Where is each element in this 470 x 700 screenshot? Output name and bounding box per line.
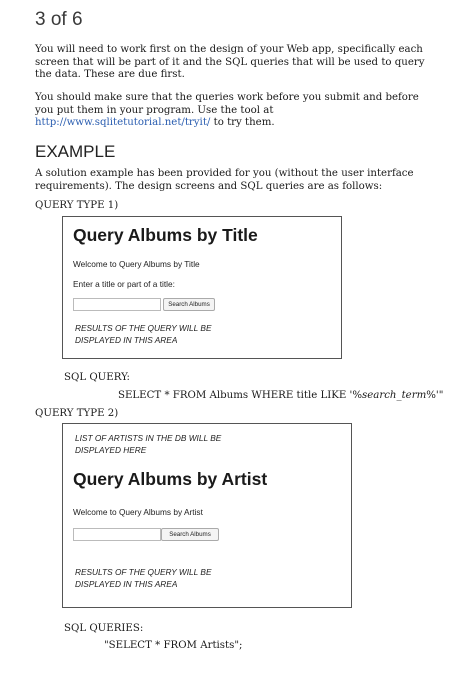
artist-search-input[interactable] [73,528,161,541]
artist-list-line-2: DISPLAYED HERE [75,444,147,455]
example-heading: EXAMPLE [35,142,116,161]
title-search-input[interactable] [73,298,161,311]
sqlite-tryit-link[interactable]: http://www.sqlitetutorial.net/tryit/ [35,117,211,128]
artist-list-area [75,433,221,456]
page-number: 3 of 6 [35,9,83,30]
sql-query-1 [118,390,443,401]
sql-query-2: "SELECT * FROM Artists"; [104,640,243,651]
results-line-1: RESULTS OF THE QUERY WILL BE [75,567,212,577]
example-description: A solution example has been provided for you (without the user interface requirements). The design screens and SQL queries are as follows: [35,168,414,192]
query-albums-by-artist-mockup [62,423,352,608]
results-area [75,567,211,590]
query-albums-by-title-mockup [62,216,342,359]
sql-search-term: search_term [362,390,427,401]
results-line-2: DISPLAYED IN THIS AREA [75,578,178,589]
results-line-1: RESULTS OF THE QUERY WILL BE [75,323,212,333]
query-type-2-label: QUERY TYPE 2) [35,408,119,419]
intro-paragraph-2-end: to try them. [210,117,275,128]
mockup-title: Query Albums by Artist [73,469,268,489]
sql-query-1-prefix: SELECT * FROM Albums WHERE title LIKE '% [118,390,363,401]
intro-paragraph-1: You will need to work first on the design of your Web app, specifically each screen that will be part of it and the SQL queries that will be used to query the data. These are due first. [35,44,425,80]
sql-query-label: SQL QUERY: [64,372,130,383]
query-type-1-label: QUERY TYPE 1) [35,200,119,211]
results-area [75,323,211,346]
mockup-welcome-text: Welcome to Query Albums by Artist [73,507,203,517]
search-albums-button[interactable]: Search Albums [163,298,215,311]
mockup-title: Query Albums by Title [73,225,258,245]
intro-paragraph-2-text: You should make sure that the queries work before you submit and before you put them in your program. Use the tool at [35,92,419,116]
intro-paragraph-2 [35,92,440,130]
mockup-title-prompt: Enter a title or part of a title: [73,279,175,289]
sql-queries-label: SQL QUERIES: [64,623,144,634]
search-albums-button[interactable]: Search Albums [161,528,219,541]
results-line-2: DISPLAYED IN THIS AREA [75,334,178,345]
mockup-welcome-text: Welcome to Query Albums by Title [73,259,200,269]
artist-list-line-1: LIST OF ARTISTS IN THE DB WILL BE [75,433,222,443]
sql-query-1-suffix: %'" [426,390,444,401]
